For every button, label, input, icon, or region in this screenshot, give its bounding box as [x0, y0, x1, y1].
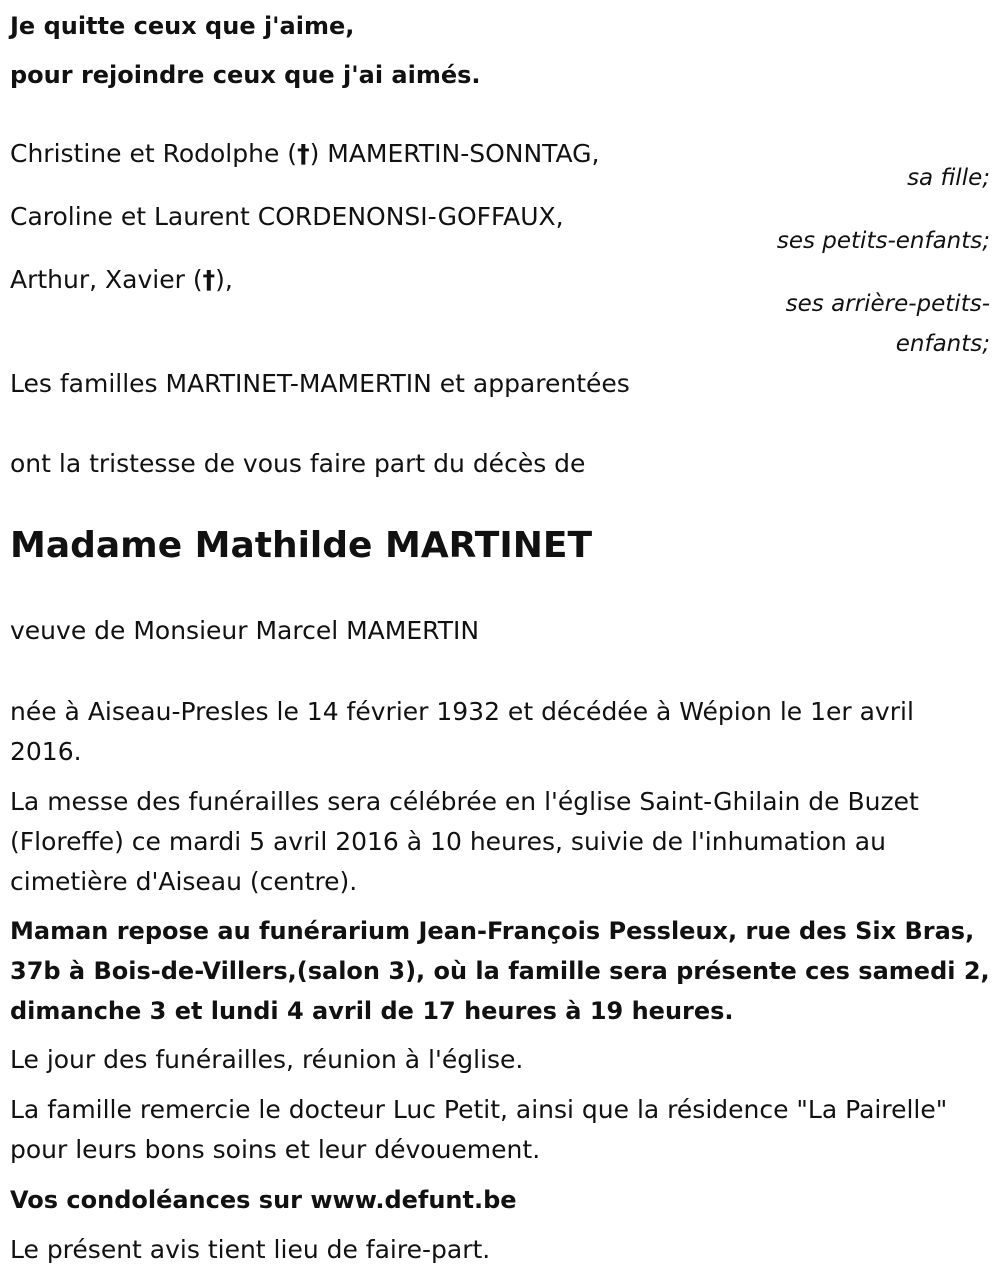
funeral-mass: La messe des funérailles sera célébrée en l'église Saint-Ghilain de Buzet (Floreffe) ce mardi 5 avril 2016 à 10 heures, suivie de l'inhumation au cimetière d'Aiseau (centre).: [10, 787, 919, 896]
family-name-part: Christine et Rodolphe (: [10, 139, 298, 168]
family-member-daughter: [10, 134, 599, 174]
meeting-info: Le jour des funérailles, réunion à l'église.: [10, 1045, 524, 1074]
deceased-name: Madame Mathilde MARTINET: [10, 525, 593, 566]
family-member-grandchildren: Caroline et Laurent CORDENONSI-GOFFAUX,: [10, 202, 564, 231]
family-name-part: ),: [215, 265, 233, 294]
cross-icon: †: [202, 265, 216, 294]
viewing-info: Maman repose au funérarium Jean-François Pessleux, rue des Six Bras, 37b à Bois-de-Villers,(salon 3), où la famille sera présente ces samedi 2, dimanche 3 et lundi 4 avril de 17 heures à 19 heures.: [10, 917, 990, 1025]
widow-of: veuve de Monsieur Marcel MAMERTIN: [10, 616, 480, 645]
families-line: Les familles MARTINET-MAMERTIN et apparentées: [10, 369, 630, 398]
role-great-grandchildren-line-1: ses arrière-petits-: [785, 291, 990, 317]
role-great-grandchildren-line-2: enfants;: [895, 331, 990, 357]
family-member-great-grandchildren: [10, 260, 233, 300]
family-name-part: ) MAMERTIN-SONNTAG,: [309, 139, 600, 168]
notice: Le présent avis tient lieu de faire-part.: [10, 1235, 491, 1264]
epitaph-line-1: Je quitte ceux que j'aime,: [10, 12, 355, 40]
announcement: ont la tristesse de vous faire part du décès de: [10, 449, 586, 478]
birth-death: née à Aiseau-Presles le 14 février 1932 et décédée à Wépion le 1er avril 2016.: [10, 697, 914, 766]
family-name-part: Arthur, Xavier (: [10, 265, 203, 294]
role-daughter: sa fille;: [907, 165, 990, 191]
role-grandchildren: ses petits-enfants;: [776, 228, 990, 254]
epitaph-line-2: pour rejoindre ceux que j'ai aimés.: [10, 61, 481, 89]
cross-icon: †: [297, 139, 310, 168]
condolences-link[interactable]: Vos condoléances sur www.defunt.be: [10, 1186, 517, 1214]
thanks: La famille remercie le docteur Luc Petit, ainsi que la résidence "La Pairelle" pour leurs bons soins et leur dévouement.: [10, 1095, 948, 1164]
